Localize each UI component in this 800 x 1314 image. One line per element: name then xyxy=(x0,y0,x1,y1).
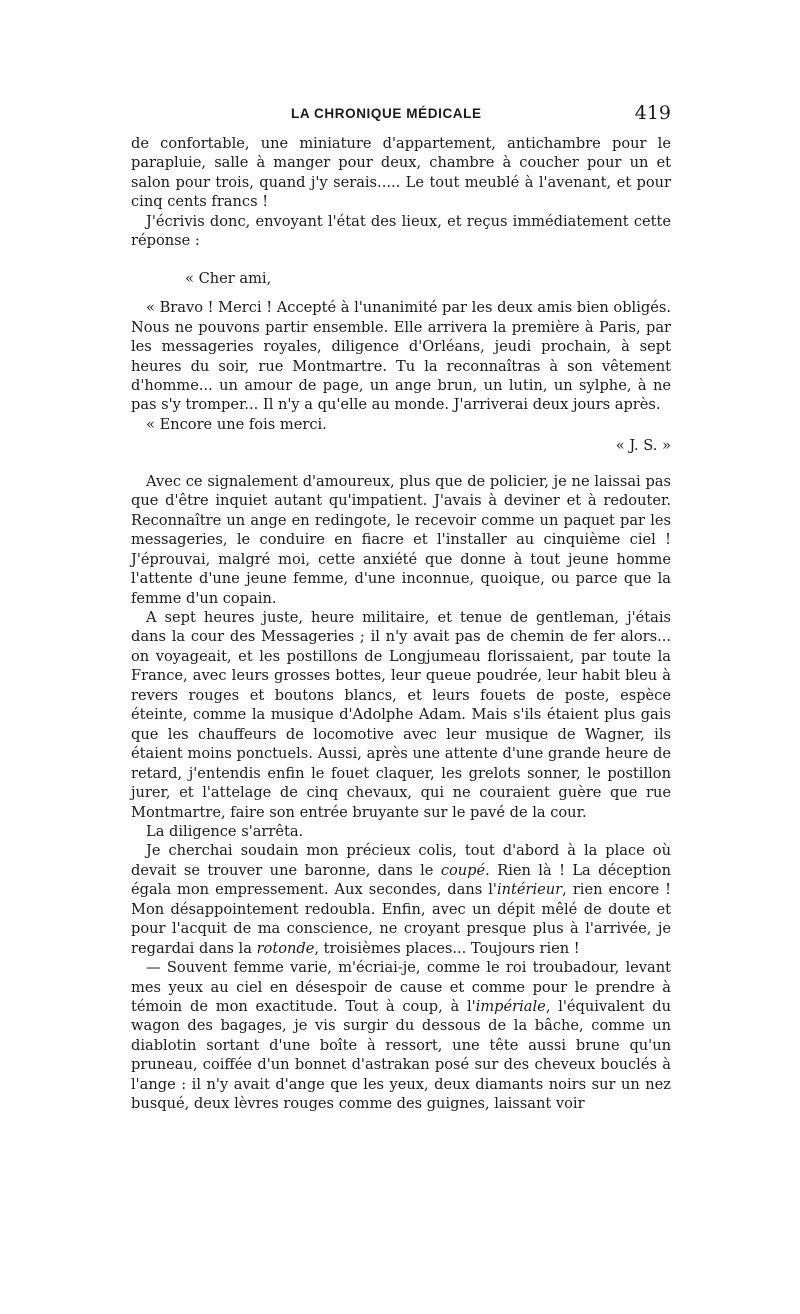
letter-salutation: « Cher ami, xyxy=(185,269,272,287)
paragraph: A sept heures juste, heure militaire, et tenue de gentleman, j'étais dans la cour des Messageries ; il n'y avait pas de chemin de fer alors... on voyageait, et les postillons de Longjumeau florissaient, par toute la France, avec leurs grosses bottes, leur queue poudrée, leur habit bleu à revers rouges et boutons blancs, et leurs fouets de poste, espèce éteinte, comme la musique d'Adolphe Adam. Mais s'ils étaient plus gais que les chauffeurs de locomotive avec leur musique de Wagner, ils étaient moins ponctuels. Aussi, après une attente d'une grande heure de retard, j'entendis enfin le fouet claquer, les grelots sonner, le postillon jurer, et l'attelage de cinq chevaux, qui ne couraient guère que rue Montmartre, faire son entrée bruyante sur le pavé de la cour. xyxy=(131,608,671,821)
letter-paragraph: « Encore une fois merci. xyxy=(146,415,327,433)
paragraph xyxy=(131,841,671,958)
running-title: LA CHRONIQUE MÉDICALE xyxy=(291,106,482,121)
italic-term: coupé xyxy=(440,861,486,879)
book-page xyxy=(131,100,671,1114)
paragraph: Avec ce signalement d'amoureux, plus que de policier, je ne laissai pas que d'être inquiet autant qu'impatient. J'avais à deviner et à redouter. Reconnaître un ange en redingote, le recevoir comme un paquet par les messageries, le conduire en fiacre et l'installer au cinquième ciel ! J'éprouvai, malgré moi, cette anxiété que donne à tout jeune homme l'attente d'une jeune femme, d'une inconnue, quoique, ou parce que la femme d'un copain. xyxy=(131,472,671,607)
page-body xyxy=(131,134,671,1114)
letter-signature: « J. S. » xyxy=(615,437,671,455)
paragraph xyxy=(131,958,671,1114)
letter-paragraph: « Bravo ! Merci ! Accepté à l'unanimité par les deux amis bien obligés. Nous ne pouvons partir ensemble. Elle arrivera la première à Paris, par les messageries royales, diligence d'Orléans, jeudi prochain, à sept heures du soir, rue Montmartre. Tu la reconnaîtras à son vêtement d'homme... un amour de page, un ange brun, un lutin, un sylphe, à ne pas s'y tromper... Il n'y a qu'elle au monde. J'arriverai deux jours après. xyxy=(131,299,671,414)
text-run: , troisièmes places... Toujours rien ! xyxy=(314,939,580,957)
italic-term: rotonde xyxy=(256,939,315,957)
page-number: 419 xyxy=(634,102,671,124)
text-run: Je cherchai soudain mon précieux colis, tout d'abord à la place où devait se trouver une baronne, dans le xyxy=(131,842,671,879)
text-run: . Rien là ! La déception égala mon empressement. Aux secondes, dans l' xyxy=(131,861,671,899)
text-run: , l'équivalent du wagon des bagages, je vis surgir du dessous de la bâche, comme un diablotin sortant d'une boîte à ressort, une tête aussi brune qu'un pruneau, coiffée d'un bonnet d'astrakan posé sur des cheveux bouclés à l'ange : il n'y avait d'ange que les yeux, deux diamants noirs sur un nez busqué, deux lèvres rouges comme des guignes, laissant voir xyxy=(131,998,671,1113)
paragraph-continuation: de confortable, une miniature d'appartement, antichambre pour le parapluie, salle à manger pour deux, chambre à coucher pour un et salon pour trois, quand j'y serais..... Le tout meublé à l'avenant, et pour cinq cents francs ! xyxy=(131,135,671,211)
page-header xyxy=(131,100,671,134)
italic-term: intérieur xyxy=(496,881,563,899)
text-run: — Souvent femme varie, m'écriai-je, comme le roi troubadour, levant mes yeux au ciel en désespoir de cause et comme pour le prendre à témoin de mon exactitude. Tout à coup, à l' xyxy=(131,959,671,1016)
text-run: , rien encore ! Mon désappointement redoubla. Enfin, avec un dépit mêlé de doute et pour l'acquit de ma conscience, ne croyant presque plus à l'arrivée, je regardai dans la xyxy=(131,881,671,957)
paragraph: J'écrivis donc, envoyant l'état des lieux, et reçus immédiatement cette réponse : xyxy=(131,212,671,250)
italic-term: impériale xyxy=(475,998,546,1016)
paragraph: La diligence s'arrêta. xyxy=(146,822,304,840)
